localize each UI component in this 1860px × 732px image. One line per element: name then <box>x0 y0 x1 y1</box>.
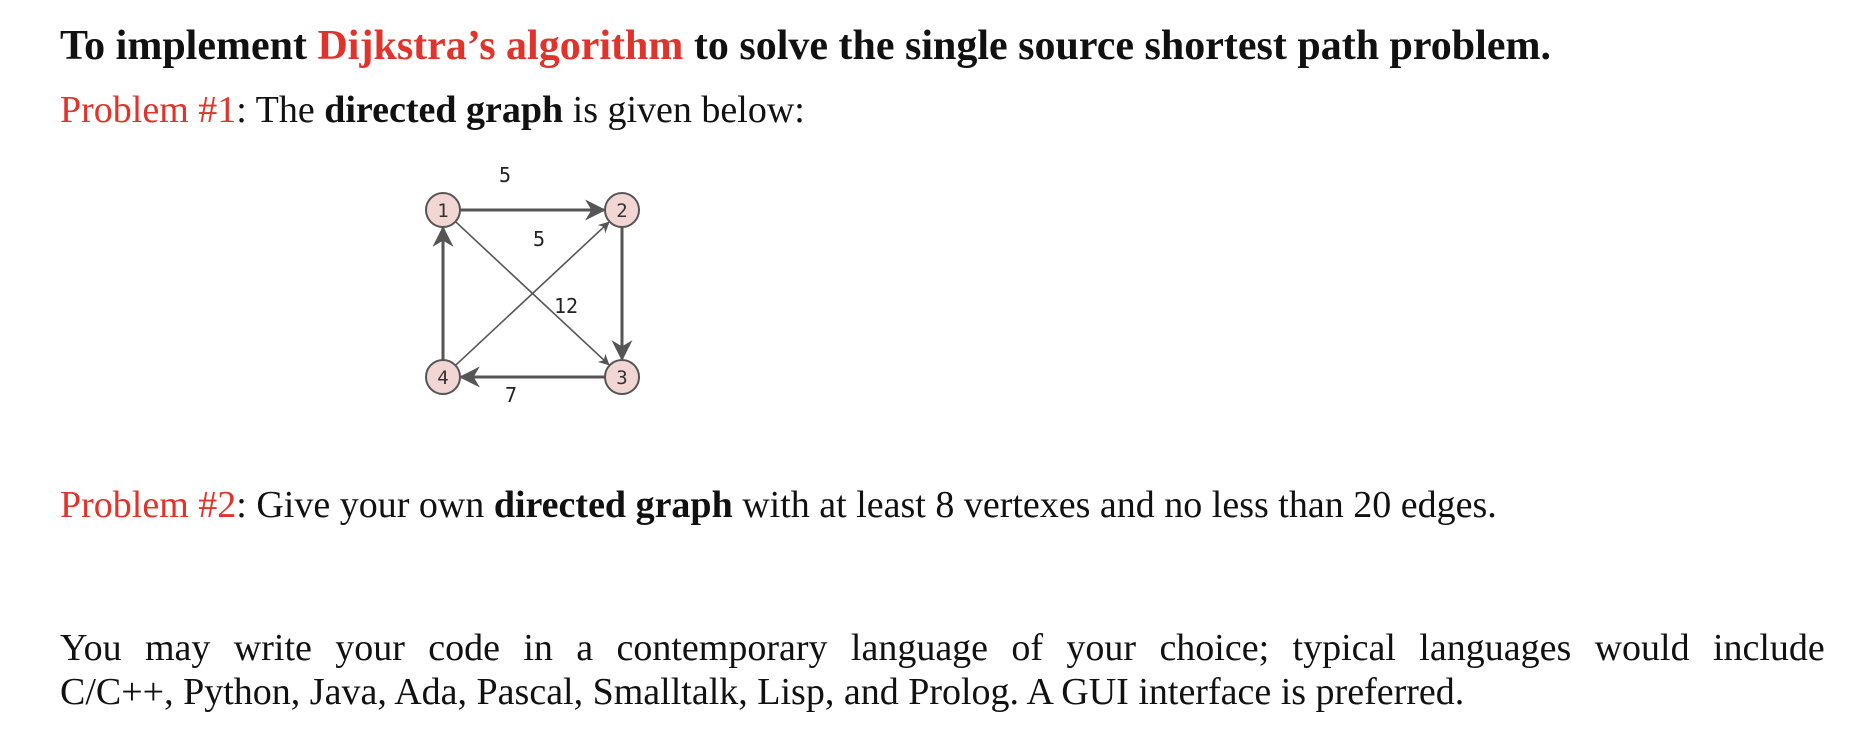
edge-weight-label: 5 <box>532 227 546 251</box>
paragraph-word: your <box>1066 627 1137 669</box>
graph-node-label: 3 <box>616 367 628 389</box>
paragraph-word: a <box>576 627 594 669</box>
graph-node-label: 4 <box>437 367 449 389</box>
problem-1-label: Problem #1 <box>60 89 237 131</box>
edge-weight-label: 7 <box>504 383 518 407</box>
problem-1-rest: is given below: <box>563 89 805 131</box>
problem-2-label: Problem #2 <box>60 484 237 526</box>
paragraph-word: code <box>428 627 500 669</box>
paragraph-word: You <box>60 627 122 669</box>
paragraph-word: languages <box>1419 627 1572 669</box>
problem-2-sep: : Give your own <box>236 484 494 526</box>
paragraph-word: in <box>523 627 553 669</box>
directed-graph-figure <box>400 163 800 485</box>
paragraph-word: include <box>1712 627 1825 669</box>
title-highlight: Dijkstra’s algorithm <box>317 23 684 69</box>
graph-node-label: 2 <box>616 200 628 222</box>
title-prefix: To implement <box>60 23 318 69</box>
problem-2-rest: with at least 8 vertexes and no less than 20 edges. <box>732 484 1497 526</box>
paragraph-word: language <box>850 627 989 669</box>
paragraph-word: of <box>1011 627 1044 669</box>
title-suffix: to solve the single source shortest path problem. <box>683 23 1551 69</box>
language-note-line-2: C/C++, Python, Java, Ada, Pascal, Smalltalk, Lisp, and Prolog. A GUI interface is preferred. <box>60 671 1465 713</box>
paragraph-word: typical <box>1292 627 1396 669</box>
edge-weight-label: 12 <box>553 294 579 318</box>
paragraph-word: contemporary <box>616 627 828 669</box>
language-note-line-1 <box>60 626 1825 670</box>
paragraph-word: would <box>1594 627 1690 669</box>
graph-node-label: 1 <box>437 200 449 222</box>
page-title <box>60 22 1551 70</box>
problem-1-sep: : The <box>236 89 325 131</box>
edge-weight-label: 5 <box>498 163 512 187</box>
paragraph-word: may <box>145 627 211 669</box>
problem-1-bold: directed graph <box>324 89 564 131</box>
paragraph-word: choice; <box>1159 627 1270 669</box>
problem-2-bold: directed graph <box>493 484 733 526</box>
problem-1-statement <box>60 88 805 132</box>
language-note <box>60 626 1825 714</box>
paragraph-word: write <box>233 627 312 669</box>
problem-2-statement <box>60 483 1497 527</box>
paragraph-word: your <box>335 627 405 669</box>
